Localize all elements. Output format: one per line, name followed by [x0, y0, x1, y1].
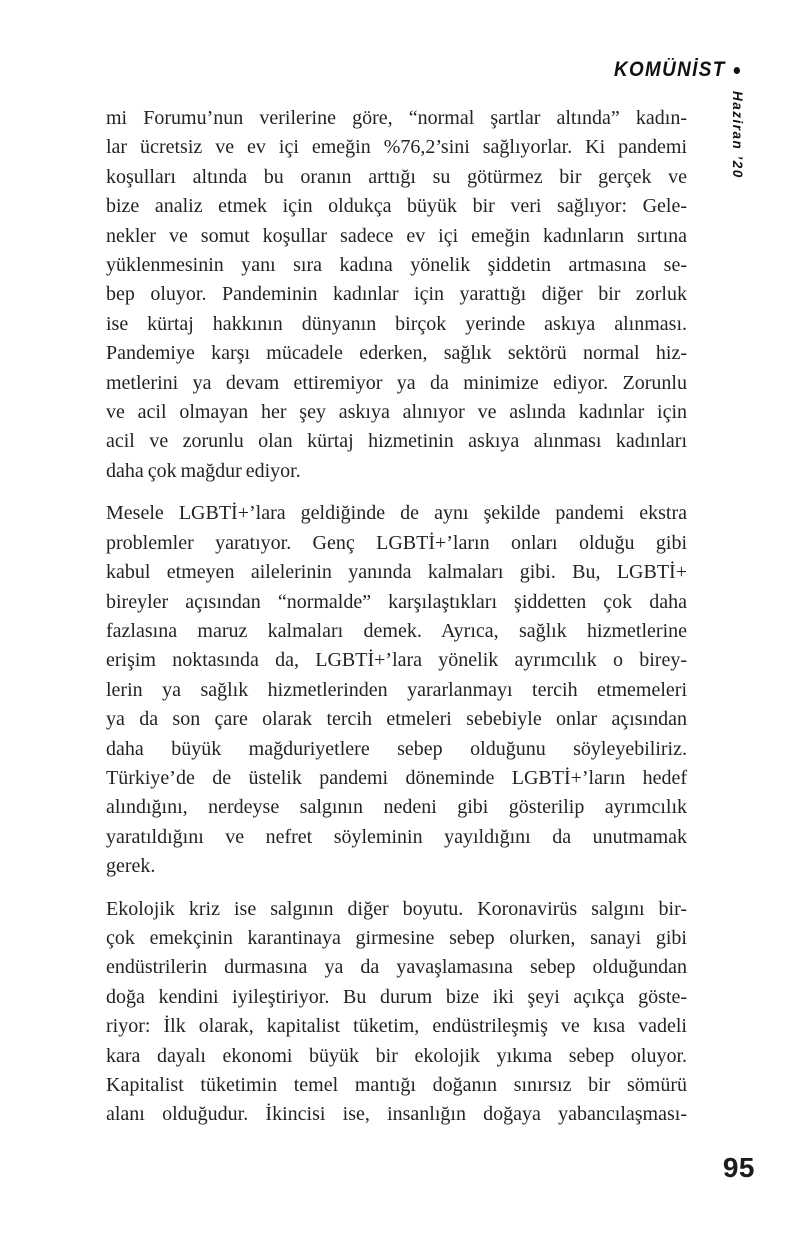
text-line: yüklenmesinin yanı sıra kadına yönelik şiddetin artmasına se- [106, 254, 687, 277]
text-line: nekler ve somut koşullar sadece ev içi emeğin kadınların sırtına [106, 224, 687, 247]
text-line: Ekolojik kriz ise salgının diğer boyutu. Koronavirüs salgını bir- [106, 897, 687, 920]
text-line: kabul etmeyen ailelerinin yanında kalmaları gibi. Bu, LGBTİ+ [106, 561, 687, 584]
text-line: ise kürtaj hakkının dünyanın birçok yerinde askıya alınması. [106, 312, 687, 335]
issue-date-vertical: Haziran ’20 [730, 91, 745, 179]
text-line: bize analiz etmek için oldukça büyük bir veri sağlıyor: Gele- [106, 195, 687, 218]
text-line: mi Forumu’nun verilerine göre, “normal şartlar altında” kadın- [106, 107, 687, 129]
paragraph [106, 104, 687, 486]
paragraph [106, 499, 687, 881]
text-line: Türkiye’de de üstelik pandemi döneminde LGBTİ+’ların hedef [106, 766, 687, 789]
text-line: lerin ya sağlık hizmetlerinden yararlanmayı tercih etmemeleri [106, 678, 687, 701]
text-line: acil ve zorunlu olan kürtaj hizmetinin askıya alınması kadınları [106, 430, 687, 453]
text-line: Mesele LGBTİ+’lara geldiğinde de aynı şekilde pandemi ekstra [106, 502, 687, 525]
text-line: alanı olduğudur. İkincisi ise, insanlığın doğaya yabancılaşması- [106, 1103, 687, 1126]
text-line: alındığını, nerdeyse salgının nedeni gibi gösterilip ayrımcılık [106, 796, 687, 819]
magazine-title: KOMÜNİST [614, 58, 726, 81]
text-line: endüstrilerin durmasına ya da yavaşlamasına sebep olduğundan [106, 956, 687, 979]
text-line: bireyler açısından “normalde” karşılaştıkları şiddetten çok daha [106, 590, 687, 613]
text-line: ya da son çare olarak tercih etmeleri sebebiyle onlar açısından [106, 708, 687, 731]
text-line: çok emekçinin karantinaya girmesine sebep olurken, sanayi gibi [106, 926, 687, 949]
text-line: lar ücretsiz ve ev içi emeğin %76,2’sini sağlıyorlar. Ki pandemi [106, 136, 687, 159]
text-line: koşulları altında bu oranın arttığı su götürmez bir gerçek ve [106, 165, 687, 188]
text-line: kara dayalı ekonomi büyük bir ekolojik yıkıma sebep oluyor. [106, 1044, 687, 1067]
text-line: Kapitalist tüketimin temel mantığı doğanın sınırsız bir sömürü [106, 1074, 687, 1096]
text-line: gerek. [106, 855, 156, 878]
article-text [106, 104, 687, 1143]
text-line: Pandemiye karşı mücadele ederken, sağlık sektörü normal hiz- [106, 342, 687, 365]
paragraph [106, 895, 687, 1130]
text-line: yaratıldığını ve nefret söyleminin yayıldığını da unutmamak [106, 825, 687, 848]
text-line: fazlasına maruz kalmaları demek. Ayrıca, sağlık hizmetlerine [106, 619, 687, 642]
text-line: daha büyük mağduriyetlere sebep olduğunu söyleyebiliriz. [106, 737, 687, 760]
text-line: metlerini ya devam ettiremiyor ya da minimize ediyor. Zorunlu [106, 371, 687, 394]
text-line: erişim noktasında da, LGBTİ+’lara yönelik ayrımcılık o birey- [106, 649, 687, 672]
page-number: 95 [722, 1152, 755, 1183]
masthead [614, 58, 740, 82]
bullet-icon [734, 67, 740, 74]
text-line: bep oluyor. Pandeminin kadınlar için yarattığı diğer bir zorluk [106, 283, 687, 306]
text-line: ve acil olmayan her şey askıya alınıyor ve aslında kadınlar için [106, 401, 687, 424]
text-line: doğa kendini iyileştiriyor. Bu durum bize iki şeyi açıkça göste- [106, 985, 687, 1008]
text-line: riyor: İlk olarak, kapitalist tüketim, endüstrileşmiş ve kısa vadeli [106, 1015, 687, 1038]
text-line: problemler yaratıyor. Genç LGBTİ+’ların onları olduğu gibi [106, 531, 687, 554]
text-line: daha çok mağdur ediyor. [106, 459, 301, 482]
